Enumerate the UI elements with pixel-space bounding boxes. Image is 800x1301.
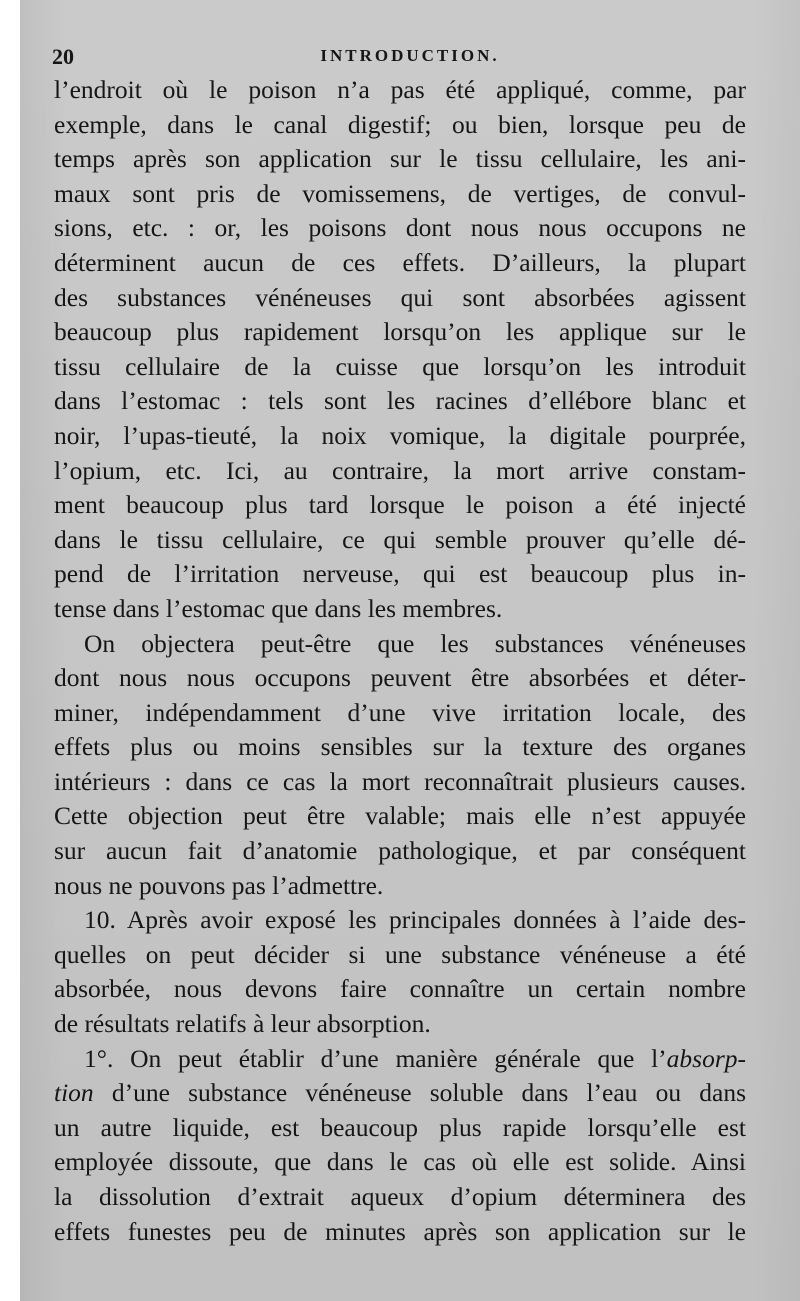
text-line: absorbée, nous devons faire connaître un certain nombre <box>54 974 746 1004</box>
text-line: dans l’estomac : tels sont les racines d’ellébore blanc et <box>54 386 746 416</box>
text-line: quelles on peut décider si une substance vénéneuse a été <box>54 939 746 969</box>
text-line: intérieurs : dans ce cas la mort reconnaîtrait plusieurs causes. <box>54 766 746 796</box>
page-number: 20 <box>52 44 74 69</box>
italic-term: absorp- <box>666 1043 746 1073</box>
text-line: exemple, dans le canal digestif; ou bien, lorsque peu de <box>54 109 746 139</box>
text-line <box>54 1076 746 1111</box>
paragraph-start-line: On objectera peut-être que les substances vénéneuses <box>84 628 746 658</box>
body-text <box>54 73 746 1249</box>
running-title: INTRODUCTION. <box>320 46 500 65</box>
text-line: miner, indépendamment d’une vive irritation locale, des <box>54 697 746 727</box>
text-line: maux sont pris de vomissemens, de vertiges, de convul- <box>54 178 746 208</box>
paragraph-end-line: tense dans l’estomac que dans les membres. <box>54 593 503 623</box>
text-line: noir, l’upas-tieuté, la noix vomique, la digitale pourprée, <box>54 420 746 450</box>
running-head <box>52 44 758 74</box>
paragraph-start-line <box>54 1042 746 1077</box>
book-page <box>20 0 800 1301</box>
text-line: temps après son application sur le tissu cellulaire, les ani- <box>54 144 746 174</box>
text-line: dont nous nous occupons peuvent être absorbées et déter- <box>54 663 746 693</box>
text-line: des substances vénéneuses qui sont absorbées agissent <box>54 282 746 312</box>
paragraph-start-line: 10. Après avoir exposé les principales données à l’aide des- <box>84 905 746 935</box>
text-line: déterminent aucun de ces effets. D’ailleurs, la plupart <box>54 247 746 277</box>
paragraph-end-line: nous ne pouvons pas l’admettre. <box>54 870 384 900</box>
text-line: employée dissoute, que dans le cas où elle est solide. Ainsi <box>54 1147 746 1177</box>
text-span: d’une substance vénéneuse soluble dans l’eau ou dans <box>93 1078 746 1108</box>
text-line: effets plus ou moins sensibles sur la texture des organes <box>54 732 746 762</box>
text-line: l’opium, etc. Ici, au contraire, la mort arrive constam- <box>54 455 746 485</box>
text-line: Cette objection peut être valable; mais elle n’est appuyée <box>54 801 746 831</box>
text-line: sur aucun fait d’anatomie pathologique, et par conséquent <box>54 836 746 866</box>
text-line: dans le tissu cellulaire, ce qui semble prouver qu’elle dé- <box>54 524 746 554</box>
text-line: la dissolution d’extrait aqueux d’opium déterminera des <box>54 1182 746 1211</box>
text-line: tissu cellulaire de la cuisse que lorsqu’on les introduit <box>54 351 746 381</box>
text-line: pend de l’irritation nerveuse, qui est beaucoup plus in- <box>54 559 746 589</box>
text-line: beaucoup plus rapidement lorsqu’on les applique sur le <box>54 317 746 347</box>
text-line: un autre liquide, est beaucoup plus rapide lorsqu’elle est <box>54 1112 746 1142</box>
text-line: ment beaucoup plus tard lorsque le poison a été injecté <box>54 490 746 520</box>
text-line: l’endroit où le poison n’a pas été appliqué, comme, par <box>54 75 746 104</box>
italic-term: tion <box>54 1078 94 1108</box>
text-line: effets funestes peu de minutes après son application sur le <box>54 1216 746 1246</box>
text-line: sions, etc. : or, les poisons dont nous nous occupons ne <box>54 213 746 243</box>
text-span: 1°. On peut établir d’une manière générale que l’ <box>84 1043 667 1073</box>
paragraph-end-line: de résultats relatifs à leur absorption. <box>54 1009 431 1039</box>
